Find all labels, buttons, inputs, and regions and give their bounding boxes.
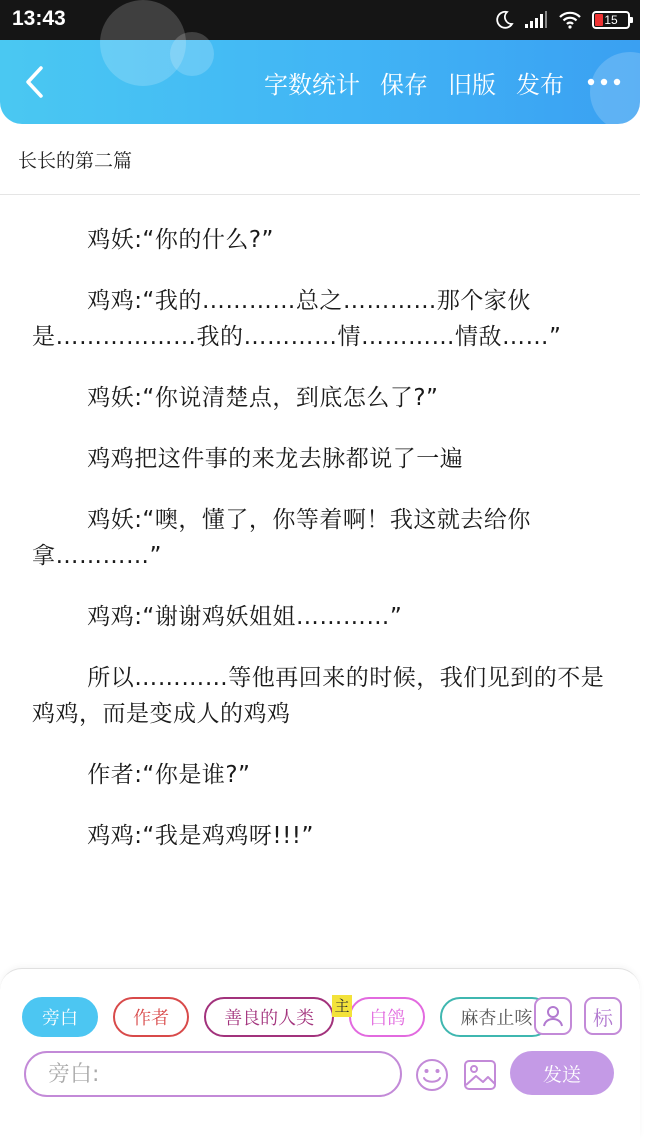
main-role-badge: 主 — [332, 995, 352, 1017]
app-header — [0, 40, 640, 124]
document-title[interactable]: 长长的第二篇 — [18, 150, 133, 172]
word-count-button[interactable]: 字数统计 — [264, 70, 360, 99]
more-icon — [587, 78, 621, 86]
status-time: 13:43 — [12, 7, 66, 30]
story-body[interactable] — [32, 222, 622, 879]
decor-bubble — [170, 32, 214, 76]
person-icon — [541, 1004, 565, 1028]
role-chips[interactable] — [22, 997, 533, 1039]
back-button[interactable] — [14, 60, 54, 104]
story-paragraph: 所以…………等他再回来的时候，我们见到的不是鸡鸡，而是变成人的鸡鸡 — [32, 665, 605, 727]
emoji-button[interactable] — [414, 1057, 450, 1093]
battery-icon — [592, 11, 630, 29]
emoji-icon — [414, 1057, 450, 1093]
signal-icon — [524, 11, 548, 29]
message-input-wrap — [24, 1051, 402, 1097]
publish-button[interactable]: 发布 — [516, 70, 564, 99]
status-icons — [494, 8, 630, 32]
wifi-icon — [558, 11, 582, 29]
battery-level: 15 — [604, 13, 618, 27]
message-input[interactable] — [26, 1053, 400, 1095]
chevron-left-icon — [23, 65, 45, 99]
story-paragraph: 作者:“你是谁?” — [87, 762, 251, 788]
save-button[interactable]: 保存 — [380, 70, 428, 99]
header-actions — [264, 62, 624, 102]
status-bar — [0, 0, 640, 40]
role-chip-author[interactable]: 作者 — [113, 997, 189, 1037]
story-paragraph: 鸡妖:“你说清楚点，到底怎么了?” — [87, 385, 439, 411]
role-chip-maxing[interactable]: 麻杏止咳 — [440, 997, 552, 1037]
story-paragraph: 鸡妖:“噢，懂了，你等着啊！我这就去给你拿…………” — [32, 507, 531, 569]
image-icon — [462, 1057, 498, 1093]
moon-icon — [494, 10, 514, 30]
tag-label: 标 — [593, 1005, 613, 1030]
composer-panel — [0, 968, 640, 1138]
send-button[interactable]: 发送 — [510, 1051, 614, 1095]
story-paragraph: 鸡鸡:“我的…………总之…………那个家伙是………………我的…………情…………情敌……” — [32, 288, 562, 350]
role-chip-kind-human[interactable]: 善良的人类 — [204, 997, 334, 1037]
story-paragraph: 鸡鸡:“我是鸡鸡呀!!!” — [87, 823, 314, 849]
tag-button[interactable] — [584, 997, 622, 1035]
role-manage-button[interactable] — [534, 997, 572, 1035]
story-paragraph: 鸡鸡:“谢谢鸡妖姐姐…………” — [87, 604, 403, 630]
divider — [0, 194, 640, 195]
story-paragraph: 鸡鸡把这件事的来龙去脉都说了一遍 — [87, 446, 464, 472]
more-button[interactable] — [584, 62, 624, 102]
old-version-button[interactable]: 旧版 — [448, 70, 496, 99]
story-paragraph: 鸡妖:“你的什么?” — [87, 227, 274, 253]
image-button[interactable] — [462, 1057, 498, 1093]
role-chip-narrator[interactable]: 旁白 — [22, 997, 98, 1037]
role-chip-white-dove[interactable]: 白鸽 — [349, 997, 425, 1037]
